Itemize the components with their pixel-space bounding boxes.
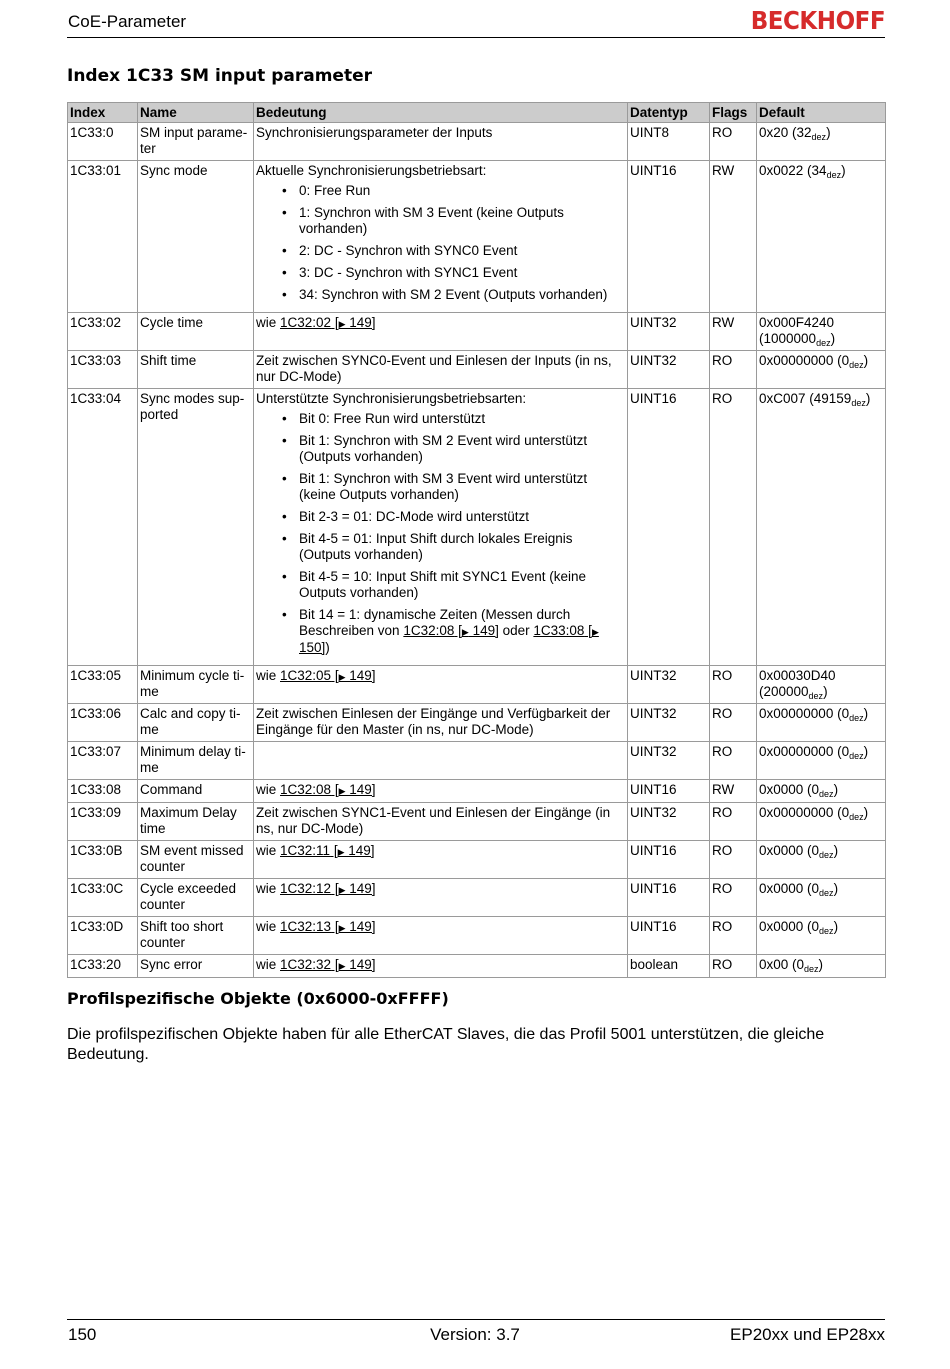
link-page: 149] <box>345 668 376 683</box>
default-unit: dez <box>811 132 827 142</box>
table-row <box>68 917 886 955</box>
default-value: 0x00000000 (0 <box>759 353 850 368</box>
cell-description <box>254 780 628 803</box>
footer-page-number: 150 <box>68 1325 97 1344</box>
cell-description <box>254 389 628 666</box>
cell-name: Cycle exceeded counter <box>138 879 254 917</box>
cell-name: Cycle time <box>138 313 254 351</box>
cell-description <box>254 803 628 841</box>
cell-description <box>254 666 628 704</box>
col-header-name: Name <box>138 103 254 123</box>
default-close: ) <box>826 125 831 140</box>
table-row <box>68 666 886 704</box>
cell-default <box>757 704 886 742</box>
cell-flags: RW <box>710 313 757 351</box>
table-body <box>68 123 886 978</box>
default-close: ) <box>865 391 871 406</box>
cell-flags: RO <box>710 742 757 780</box>
cell-flags: RO <box>710 351 757 389</box>
cell-index: 1C33:05 <box>68 666 138 704</box>
link-page: 150] <box>299 640 326 655</box>
cell-index: 1C33:0C <box>68 879 138 917</box>
cell-default <box>757 879 886 917</box>
arrow-right-icon: ▶ <box>338 319 346 329</box>
cell-datatype: UINT32 <box>628 704 710 742</box>
cell-datatype: boolean <box>628 955 710 978</box>
cell-index: 1C33:01 <box>68 161 138 313</box>
footer-product: EP20xx und EP28xx <box>730 1325 885 1344</box>
body-paragraph: Die profilspezifischen Objekte haben für alle EtherCAT Slaves, die das Profil 5001 unterstützen, die gleiche Bedeutung. <box>67 1026 825 1063</box>
table-row <box>68 389 886 666</box>
default-unit: dez <box>849 812 864 822</box>
list-item: • 0: Free Run <box>256 183 623 199</box>
table-row <box>68 879 886 917</box>
list-item: • 3: DC - Synchron with SYNC1 Event <box>256 265 623 281</box>
default-unit: dez <box>816 338 831 348</box>
link-target: 1C32:11 <box>280 843 331 858</box>
cell-datatype: UINT32 <box>628 666 710 704</box>
desc-prefix: wie <box>256 881 281 896</box>
list-item: • Bit 4-5 = 01: Input Shift durch lokales Ereignis (Outputs vorhanden) <box>256 531 623 563</box>
cell-default <box>757 917 886 955</box>
header-title: CoE-Parameter <box>68 12 187 31</box>
cell-flags: RO <box>710 666 757 704</box>
cell-flags: RO <box>710 123 757 161</box>
cell-datatype: UINT32 <box>628 351 710 389</box>
list-item: • Bit 1: Synchron with SM 2 Event wird unterstützt (Outputs vorhanden) <box>256 433 623 465</box>
bullet-list <box>256 183 623 303</box>
cell-datatype: UINT16 <box>628 389 710 666</box>
link-page: 149] <box>345 957 376 972</box>
cell-name: Sync modes sup-ported <box>138 389 254 666</box>
cell-flags: RO <box>710 841 757 879</box>
table-row <box>68 313 886 351</box>
cell-description <box>254 879 628 917</box>
link-target: 1C32:32 <box>280 957 332 972</box>
cell-description <box>254 313 628 351</box>
default-value: 0x0000 (0 <box>759 843 820 858</box>
default-value: 0x000F4240 (1000000 <box>759 315 835 346</box>
cell-datatype: UINT16 <box>628 161 710 313</box>
list-item-text: ) <box>325 640 330 655</box>
cell-flags: RW <box>710 780 757 803</box>
default-value: 0x0022 (34 <box>759 163 827 178</box>
default-value: 0x00000000 (0 <box>759 744 850 759</box>
cell-default <box>757 313 886 351</box>
table-row <box>68 161 886 313</box>
table-row <box>68 841 886 879</box>
default-unit: dez <box>819 789 834 799</box>
default-close: ) <box>830 331 836 346</box>
default-value: 0x0000 (0 <box>759 782 820 797</box>
desc-prefix: wie <box>256 782 281 797</box>
cross-reference-link[interactable]: 1C32:11 [▶ 149] <box>280 843 375 858</box>
cross-reference-link[interactable]: 1C32:08 [▶ 149] <box>403 623 499 638</box>
list-item-text: oder <box>498 623 534 638</box>
table-row <box>68 742 886 780</box>
table-row <box>68 123 886 161</box>
default-value: 0xC007 (49159 <box>759 391 852 406</box>
cell-datatype: UINT16 <box>628 841 710 879</box>
beckhoff-logo: BECKHOFF <box>750 6 885 35</box>
arrow-right-icon: ▶ <box>337 847 345 857</box>
cell-flags: RO <box>710 704 757 742</box>
default-unit: dez <box>819 850 834 860</box>
cell-default <box>757 389 886 666</box>
arrow-right-icon: ▶ <box>338 885 346 895</box>
desc-text: Zeit zwischen Einlesen der Eingänge und Verfügbarkeit der Eingänge für den Master (in ns, nur DC-Mode) <box>256 706 611 737</box>
default-close: ) <box>833 919 839 934</box>
cell-flags: RO <box>710 917 757 955</box>
arrow-right-icon: ▶ <box>591 627 599 637</box>
default-close: ) <box>833 782 839 797</box>
list-item: • 1: Synchron with SM 3 Event (keine Outputs vorhanden) <box>256 205 623 237</box>
arrow-right-icon: ▶ <box>338 961 346 971</box>
cross-reference-link[interactable]: 1C32:32 [▶ 149] <box>280 957 376 972</box>
cell-default <box>757 955 886 978</box>
cell-datatype: UINT32 <box>628 803 710 841</box>
cross-reference-link[interactable]: 1C32:12 [▶ 149] <box>280 881 376 896</box>
arrow-right-icon: ▶ <box>338 786 346 796</box>
cell-datatype: UINT32 <box>628 742 710 780</box>
desc-prefix: wie <box>256 919 281 934</box>
cell-name: Shift time <box>138 351 254 389</box>
default-value: 0x0000 (0 <box>759 881 820 896</box>
link-page: 149] <box>345 881 376 896</box>
cell-datatype: UINT8 <box>628 123 710 161</box>
default-close: ) <box>863 744 869 759</box>
link-page: 149] <box>344 843 375 858</box>
link-target: 1C32:02 <box>280 315 332 330</box>
default-unit: dez <box>808 691 824 701</box>
footer-version: Version: 3.7 <box>430 1325 520 1344</box>
link-target: 1C32:12 <box>280 881 332 896</box>
default-close: ) <box>833 843 839 858</box>
link-target: 1C32:13 <box>280 919 332 934</box>
list-item: • 2: DC - Synchron with SYNC0 Event <box>256 243 623 259</box>
cell-name: Sync mode <box>138 161 254 313</box>
link-page: 149] <box>345 315 376 330</box>
default-close: ) <box>823 684 828 699</box>
link-target: 1C32:08 <box>280 782 332 797</box>
link-page: 149] <box>345 782 376 797</box>
link-target: 1C33:08 <box>533 623 585 638</box>
cell-datatype: UINT16 <box>628 917 710 955</box>
cell-index: 1C33:06 <box>68 704 138 742</box>
desc-text: Zeit zwischen SYNC0-Event und Einlesen der Inputs (in ns, nur DC-Mode) <box>256 353 612 384</box>
cell-name: Maximum Delay time <box>138 803 254 841</box>
default-close: ) <box>863 353 869 368</box>
default-unit: dez <box>849 751 864 761</box>
cell-description <box>254 841 628 879</box>
default-value: 0x00000000 (0 <box>759 706 850 721</box>
cell-name: Calc and copy ti-me <box>138 704 254 742</box>
default-value: 0x00000000 (0 <box>759 805 850 820</box>
cell-description <box>254 742 628 780</box>
cell-name: SM input parame-ter <box>138 123 254 161</box>
table-row <box>68 351 886 389</box>
col-header-default: Default <box>757 103 886 123</box>
table-row <box>68 704 886 742</box>
cell-index: 1C33:03 <box>68 351 138 389</box>
default-close: ) <box>833 881 839 896</box>
default-unit: dez <box>849 360 864 370</box>
cell-description <box>254 917 628 955</box>
cell-name: Command <box>138 780 254 803</box>
cell-index: 1C33:0D <box>68 917 138 955</box>
cell-datatype: UINT32 <box>628 313 710 351</box>
parameter-table <box>67 102 886 978</box>
default-unit: dez <box>849 713 864 723</box>
desc-prefix: wie <box>256 668 281 683</box>
cell-flags: RW <box>710 161 757 313</box>
cell-description <box>254 955 628 978</box>
cell-name: Sync error <box>138 955 254 978</box>
link-target: 1C32:05 <box>280 668 332 683</box>
cell-name: Minimum delay ti-me <box>138 742 254 780</box>
cell-flags: RO <box>710 879 757 917</box>
desc-text: Synchronisierungsparameter der Inputs <box>256 125 493 140</box>
cell-index: 1C33:0 <box>68 123 138 161</box>
subsection-title: Profilspezifische Objekte (0x6000-0xFFFF) <box>67 989 449 1008</box>
cell-flags: RO <box>710 389 757 666</box>
desc-text: Unterstützte Synchronisierungsbetriebsarten: <box>256 391 527 406</box>
default-unit: dez <box>851 398 866 408</box>
cell-flags: RO <box>710 803 757 841</box>
cell-description <box>254 161 628 313</box>
cross-reference-link[interactable]: 1C32:05 [▶ 149] <box>280 668 376 683</box>
cell-description <box>254 123 628 161</box>
header-divider <box>67 37 885 38</box>
cross-reference-link[interactable]: 1C33:08 [▶ 150] <box>299 623 599 655</box>
table-row <box>68 780 886 803</box>
default-close: ) <box>818 957 824 972</box>
cell-default <box>757 161 886 313</box>
table-header-row <box>68 103 886 123</box>
list-item: • Bit 1: Synchron with SM 3 Event wird unterstützt (keine Outputs vorhanden) <box>256 471 623 503</box>
default-unit: dez <box>804 964 819 974</box>
cell-index: 1C33:08 <box>68 780 138 803</box>
default-unit: dez <box>819 926 834 936</box>
col-header-index: Index <box>68 103 138 123</box>
cell-default <box>757 841 886 879</box>
cell-index: 1C33:04 <box>68 389 138 666</box>
desc-text: Aktuelle Synchronisierungsbetriebsart: <box>256 163 487 178</box>
col-header-flags: Flags <box>710 103 757 123</box>
cell-datatype: UINT16 <box>628 780 710 803</box>
desc-prefix: wie <box>256 843 281 858</box>
section-title: Index 1C33 SM input parameter <box>67 66 372 86</box>
cell-index: 1C33:20 <box>68 955 138 978</box>
cell-default <box>757 803 886 841</box>
default-close: ) <box>863 706 869 721</box>
cell-name: Shift too short counter <box>138 917 254 955</box>
default-value: 0x0000 (0 <box>759 919 820 934</box>
default-unit: dez <box>819 888 834 898</box>
cross-reference-link[interactable]: 1C32:08 [▶ 149] <box>280 782 376 797</box>
default-value: 0x20 (32 <box>759 125 812 140</box>
list-item: • Bit 0: Free Run wird unterstützt <box>256 411 623 427</box>
table-row <box>68 803 886 841</box>
link-page: 149] <box>468 623 499 638</box>
default-value: 0x00 (0 <box>759 957 805 972</box>
link-target: 1C32:08 <box>403 623 455 638</box>
arrow-right-icon: ▶ <box>338 923 346 933</box>
cell-default <box>757 742 886 780</box>
cross-reference-link[interactable]: 1C32:13 [▶ 149] <box>280 919 376 934</box>
cell-description <box>254 704 628 742</box>
bullet-list <box>256 411 623 656</box>
col-header-datentyp: Datentyp <box>628 103 710 123</box>
arrow-right-icon: ▶ <box>461 627 469 637</box>
cell-default <box>757 780 886 803</box>
list-item: • Bit 2-3 = 01: DC-Mode wird unterstützt <box>256 509 623 525</box>
cell-datatype: UINT16 <box>628 879 710 917</box>
desc-prefix: wie <box>256 315 281 330</box>
list-item: • Bit 4-5 = 10: Input Shift mit SYNC1 Event (keine Outputs vorhanden) <box>256 569 623 601</box>
cross-reference-link[interactable]: 1C32:02 [▶ 149] <box>280 315 376 330</box>
col-header-bedeutung: Bedeutung <box>254 103 628 123</box>
cell-name: Minimum cycle ti-me <box>138 666 254 704</box>
desc-text: Zeit zwischen SYNC1-Event und Einlesen der Eingänge (in ns, nur DC-Mode) <box>256 805 611 836</box>
cell-name: SM event missed counter <box>138 841 254 879</box>
desc-prefix: wie <box>256 957 281 972</box>
cell-default <box>757 666 886 704</box>
cell-index: 1C33:0B <box>68 841 138 879</box>
cell-description <box>254 351 628 389</box>
list-item <box>256 607 623 656</box>
arrow-right-icon: ▶ <box>338 672 346 682</box>
link-page: 149] <box>345 919 376 934</box>
default-close: ) <box>863 805 869 820</box>
default-value: 0x00030D40 (200000 <box>759 668 836 699</box>
cell-default <box>757 351 886 389</box>
list-item: • 34: Synchron with SM 2 Event (Outputs vorhanden) <box>256 287 623 303</box>
footer-divider <box>67 1319 885 1320</box>
cell-default <box>757 123 886 161</box>
list-item-text: Bit 14 = 1: dynamische Zeiten (Messen durch Beschreiben von <box>299 607 571 638</box>
cell-index: 1C33:02 <box>68 313 138 351</box>
table-row <box>68 955 886 978</box>
default-close: ) <box>841 163 846 178</box>
cell-index: 1C33:07 <box>68 742 138 780</box>
cell-index: 1C33:09 <box>68 803 138 841</box>
default-unit: dez <box>826 170 842 180</box>
cell-flags: RO <box>710 955 757 978</box>
